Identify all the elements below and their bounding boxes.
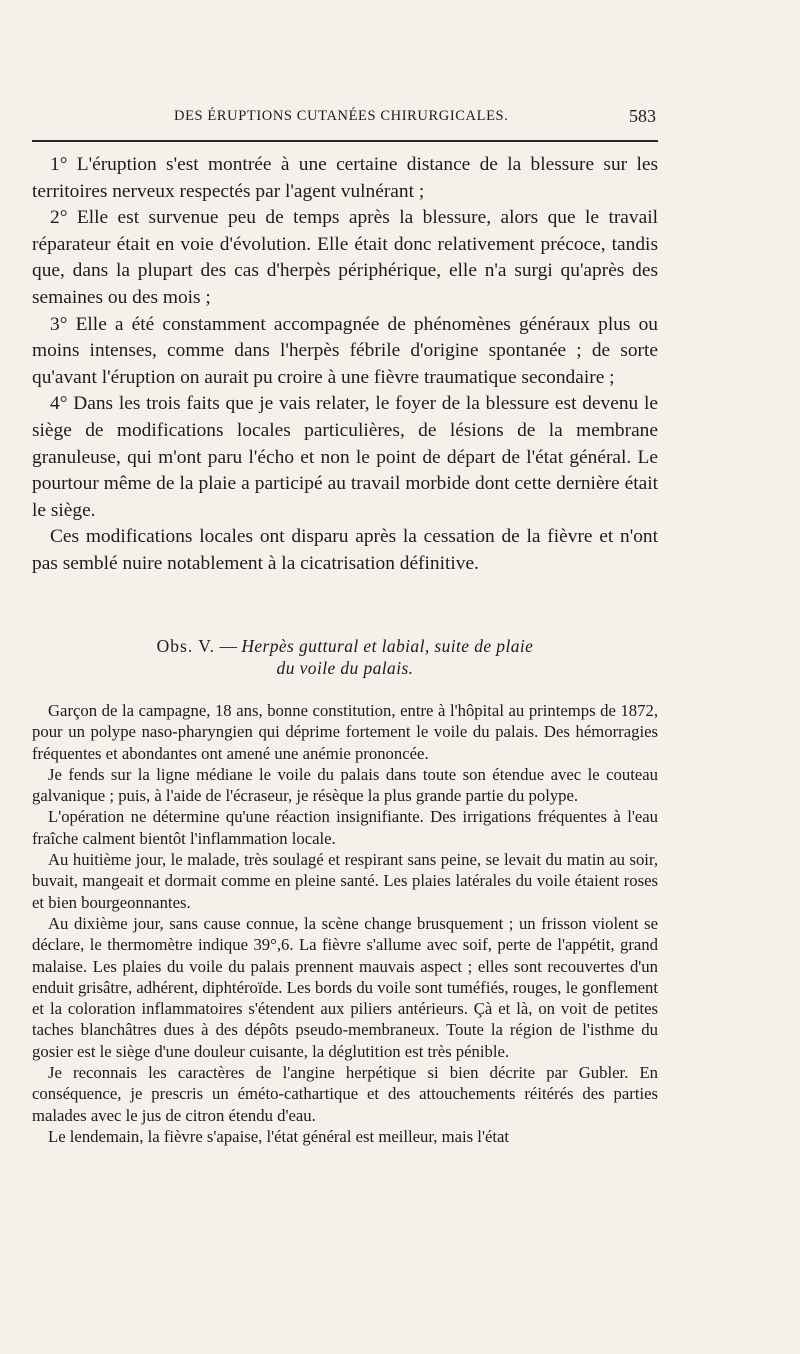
paragraph-point-1: 1° L'éruption s'est montrée à une certaine distance de la blessure sur les territoires nerveux respectés par l'agent vulnérant ; — [32, 154, 658, 202]
observation-paragraph: Au huitième jour, le malade, très soulagé et respirant sans peine, se levait du matin au soir, buvait, mangeait et dormait comme en pleine santé. Les plaies latérales du voile étaient roses et bien bourgeonnantes. — [32, 850, 658, 912]
observation-dash: — — [219, 636, 237, 656]
observation-paragraph: Au dixième jour, sans cause connue, la scène change brusquement ; un frisson violent se déclare, le thermomètre indique 39°,6. La fièvre s'allume avec soif, perte de l'appétit, grand malaise. Les plaies du voile du palais prennent mauvais aspect ; elles sont recouvertes d'un enduit grisâtre, adhérent, diphtéroïde. Les bords du voile sont tuméfiés, rouges, le gonflement et la coloration inflammatoires s'étendent aux piliers antérieurs. Çà et là, on voit de petites taches blanchâtres dues à des dépôts pseudo-membraneux. Toute la région de l'isthme du gosier est le siège d'une douleur cuisante, la déglutition est très pénible. — [32, 913, 658, 1061]
observation-label: Obs. V. — [156, 636, 216, 656]
observation-paragraph: Garçon de la campagne, 18 ans, bonne constitution, entre à l'hôpital au printemps de 1872, pour un polype naso-pharyngien qui déprime fortement le voile du palais. Des hémorragies fréquentes et abondantes ont amené une anémie prononcée. — [32, 701, 658, 763]
observation-title-line-1: Herpès guttural et labial, suite de plaie — [241, 636, 534, 656]
observation-paragraph: Le lendemain, la fièvre s'apaise, l'état général est meilleur, mais l'état — [48, 1126, 510, 1146]
page-number: 583 — [629, 106, 656, 126]
observation-heading — [32, 635, 658, 679]
observation-paragraph: Je reconnais les caractères de l'angine herpétique si bien décrite par Gubler. En conséquence, je prescris un éméto-cathartique et des attouchements réitérés des parties malades avec le jus de citron étendu d'eau. — [32, 1063, 658, 1125]
paragraph-point-2: 2° Elle est survenue peu de temps après la blessure, alors que le travail réparateur était en voie d'évolution. Elle était donc relativement précoce, tandis que, dans la plupart des cas d'herpès périphérique, elle n'a surgi qu'après des semaines ou des mois ; — [32, 207, 658, 308]
paragraph-point-4: 4° Dans les trois faits que je vais relater, le foyer de la blessure est devenu le siège de modifications locales particulières, de lésions de la membrane granuleuse, qui m'ont paru l'écho et non le point de départ de l'état général. Le pourtour même de la plaie a participé au travail morbide dont cette dernière était le siège. — [32, 393, 658, 521]
observation-paragraph: Je fends sur la ligne médiane le voile du palais dans toute son étendue avec le couteau galvanique ; puis, à l'aide de l'écraseur, je résèque la plus grande partie du polype. — [32, 764, 658, 806]
observation-paragraph: L'opération ne détermine qu'une réaction insignifiante. Des irrigations fréquentes à l'eau fraîche calment bientôt l'inflammation locale. — [32, 807, 658, 848]
running-header — [32, 108, 658, 130]
main-text — [32, 152, 658, 578]
running-title: DES ÉRUPTIONS CUTANÉES CHIRURGICALES. — [174, 108, 509, 124]
observation-title-line-2: du voile du palais. — [276, 658, 414, 678]
paragraph-point-3: 3° Elle a été constamment accompagnée de phénomènes généraux plus ou moins intenses, comme dans l'herpès fébrile d'origine spontanée ; de sorte qu'avant l'éruption on aurait pu croire à une fièvre traumatique secondaire ; — [32, 313, 658, 388]
header-rule — [32, 140, 658, 142]
paragraph-conclusion: Ces modifications locales ont disparu après la cessation de la fièvre et n'ont pas semblé nuire notablement à la cicatrisation définitive. — [32, 526, 658, 574]
observation-text — [32, 700, 658, 1147]
observation-heading-line-1 — [32, 635, 658, 657]
